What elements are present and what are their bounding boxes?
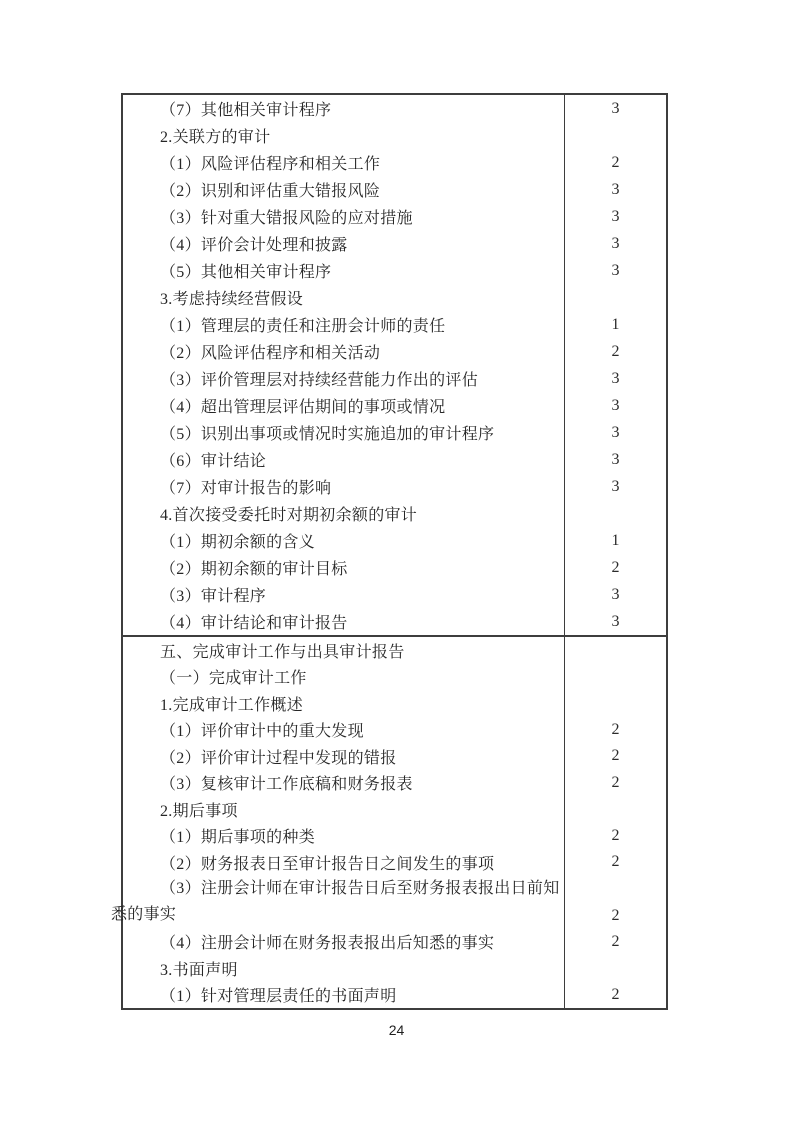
- topic-text: （2）财务报表日至审计报告日之间发生的事项: [160, 855, 495, 873]
- level-cell: [565, 149, 666, 176]
- table-row: [123, 664, 666, 691]
- topic-text: （2）期初余额的审计目标: [160, 561, 348, 578]
- table-row: [123, 203, 666, 230]
- topic-text: （一）完成审计工作: [160, 670, 307, 688]
- topic-cell: [123, 849, 565, 876]
- table-row: [123, 554, 666, 581]
- table-row: [123, 581, 666, 608]
- topic-cell: [123, 419, 565, 446]
- level-value: 2: [611, 342, 620, 360]
- level-value: 3: [611, 477, 620, 495]
- topic-cell: [123, 500, 565, 527]
- topic-cell: [123, 257, 565, 284]
- topic-text: （2）评价审计过程中发现的错报: [160, 749, 397, 767]
- table-row: [123, 500, 666, 527]
- level-value: 3: [611, 99, 620, 117]
- topic-text: （4）超出管理层评估期间的事项或情况: [160, 399, 446, 416]
- topic-text: （1）风险评估程序和相关工作: [160, 156, 381, 173]
- level-value: 1: [611, 531, 620, 549]
- table-row: [123, 95, 666, 122]
- table-row: [123, 849, 666, 876]
- level-cell: [565, 743, 666, 770]
- topic-text: （1）管理层的责任和注册会计师的责任: [160, 318, 446, 335]
- topic-text: （5）其他相关审计程序: [160, 264, 332, 281]
- table-row: [123, 338, 666, 365]
- topic-text: 4.首次接受委托时对期初余额的审计: [160, 507, 418, 524]
- level-cell: [565, 823, 666, 850]
- topic-cell: [123, 929, 565, 956]
- table-row: [123, 717, 666, 744]
- level-value: 2: [611, 720, 620, 738]
- table-row: [123, 473, 666, 500]
- level-value: 3: [611, 450, 620, 468]
- table-row: [123, 608, 666, 635]
- topic-text: （3）评价管理层对持续经营能力作出的评估: [160, 372, 479, 389]
- table-section-lower: [111, 637, 666, 1008]
- level-cell: [565, 770, 666, 797]
- level-cell: [565, 338, 666, 365]
- level-cell: [565, 637, 666, 664]
- level-cell: [565, 230, 666, 257]
- level-cell: [565, 419, 666, 446]
- table-row: [123, 149, 666, 176]
- topic-cell: [123, 95, 565, 122]
- level-cell: [565, 608, 666, 635]
- level-value: 2: [611, 906, 620, 924]
- level-cell: [565, 365, 666, 392]
- topic-cell: [123, 717, 565, 744]
- table-row: [123, 796, 666, 823]
- topic-cell: [123, 122, 565, 149]
- level-cell: [565, 95, 666, 122]
- topic-text: 3.考虑持续经营假设: [160, 291, 304, 308]
- topic-cell: [123, 284, 565, 311]
- level-cell: [565, 581, 666, 608]
- topic-text: （1）期后事项的种类: [160, 829, 316, 847]
- topic-cell: [123, 446, 565, 473]
- level-cell: [565, 554, 666, 581]
- level-value: 2: [611, 853, 620, 871]
- level-value: 3: [611, 612, 620, 630]
- topic-cell: [123, 690, 565, 717]
- level-cell: [565, 849, 666, 876]
- table-row: [123, 257, 666, 284]
- audit-syllabus-table: [111, 93, 668, 1010]
- topic-text: 1.完成审计工作概述: [160, 696, 304, 714]
- topic-text: 3.书面声明: [160, 961, 238, 979]
- level-cell: [565, 176, 666, 203]
- table-row: [123, 770, 666, 797]
- level-value: 2: [611, 985, 620, 1003]
- topic-cell: [123, 203, 565, 230]
- table-row: [123, 122, 666, 149]
- table-row: [123, 176, 666, 203]
- topic-text: （3）针对重大错报风险的应对措施: [160, 210, 413, 227]
- topic-text: （2）风险评估程序和相关活动: [160, 345, 381, 362]
- topic-cell: [123, 311, 565, 338]
- level-cell: [565, 929, 666, 956]
- table-row: [123, 955, 666, 982]
- topic-text: （4）审计结论和审计报告: [160, 615, 348, 632]
- level-cell: [565, 392, 666, 419]
- level-value: 3: [611, 396, 620, 414]
- table-row: [123, 392, 666, 419]
- topic-cell: [123, 823, 565, 850]
- topic-cell: [123, 955, 565, 982]
- level-cell: [565, 203, 666, 230]
- table-row: [123, 743, 666, 770]
- topic-text: （1）针对管理层责任的书面声明: [160, 988, 397, 1006]
- table-row: [123, 230, 666, 257]
- table-row: [111, 876, 666, 929]
- table-row: [123, 637, 666, 664]
- page-number: 24: [388, 1022, 405, 1038]
- topic-text: （4）评价会计处理和披露: [160, 237, 348, 254]
- level-cell: [565, 982, 666, 1009]
- level-cell: [565, 796, 666, 823]
- topic-text: （1）期初余额的含义: [160, 534, 316, 551]
- level-value: 1: [611, 315, 620, 333]
- level-cell: [565, 284, 666, 311]
- level-value: 3: [611, 234, 620, 252]
- topic-text: （6）审计结论: [160, 453, 267, 470]
- table-row: [123, 823, 666, 850]
- topic-text: （7）其他相关审计程序: [160, 102, 332, 119]
- topic-cell: [123, 473, 565, 500]
- level-value: 2: [611, 773, 620, 791]
- table-row: [123, 284, 666, 311]
- level-value: 3: [611, 369, 620, 387]
- level-value: 3: [611, 207, 620, 225]
- topic-cell: [123, 608, 565, 635]
- level-cell: [565, 311, 666, 338]
- topic-cell: [123, 338, 565, 365]
- level-cell: [565, 122, 666, 149]
- topic-text: 2.期后事项: [160, 802, 238, 820]
- table-row: [123, 446, 666, 473]
- topic-cell: [123, 982, 565, 1009]
- table-row: [123, 982, 666, 1009]
- topic-text: （1）评价审计中的重大发现: [160, 723, 364, 741]
- level-value: 2: [611, 826, 620, 844]
- level-cell: [565, 955, 666, 982]
- topic-cell: [123, 664, 565, 691]
- level-cell: [565, 257, 666, 284]
- level-cell: [565, 690, 666, 717]
- topic-text: （7）对审计报告的影响: [160, 480, 332, 497]
- table-row: [123, 929, 666, 956]
- level-value: 3: [611, 180, 620, 198]
- topic-cell: [123, 392, 565, 419]
- topic-text: （3）注册会计师在审计报告日后至财务报表报出日前知悉的事实: [111, 879, 560, 923]
- topic-text: （3）审计程序: [160, 588, 267, 605]
- level-cell: [565, 446, 666, 473]
- level-cell: [565, 717, 666, 744]
- level-cell: [565, 876, 666, 929]
- table-section-upper: [123, 95, 666, 637]
- topic-cell: [111, 876, 565, 929]
- level-value: 3: [611, 261, 620, 279]
- table-row: [123, 527, 666, 554]
- topic-cell: [123, 230, 565, 257]
- level-value: 2: [611, 747, 620, 765]
- topic-cell: [123, 554, 565, 581]
- level-value: 3: [611, 585, 620, 603]
- table-row: [123, 311, 666, 338]
- topic-cell: [123, 527, 565, 554]
- table-row: [123, 690, 666, 717]
- topic-cell: [123, 581, 565, 608]
- table-row: [123, 365, 666, 392]
- topic-text: （4）注册会计师在财务报表报出后知悉的事实: [160, 935, 495, 953]
- topic-cell: [123, 149, 565, 176]
- level-value: 2: [611, 153, 620, 171]
- level-cell: [565, 664, 666, 691]
- topic-text: 2.关联方的审计: [160, 129, 271, 146]
- topic-cell: [123, 176, 565, 203]
- topic-cell: [123, 637, 565, 664]
- topic-text: （2）识别和评估重大错报风险: [160, 183, 381, 200]
- level-cell: [565, 500, 666, 527]
- level-value: 2: [611, 558, 620, 576]
- topic-text: （5）识别出事项或情况时实施追加的审计程序: [160, 426, 495, 443]
- topic-text: （3）复核审计工作底稿和财务报表: [160, 776, 413, 794]
- table-row: [123, 419, 666, 446]
- topic-text: 五、完成审计工作与出具审计报告: [160, 643, 405, 661]
- topic-cell: [123, 743, 565, 770]
- topic-cell: [123, 796, 565, 823]
- topic-cell: [123, 770, 565, 797]
- topic-cell: [123, 365, 565, 392]
- level-cell: [565, 473, 666, 500]
- level-value: 3: [611, 423, 620, 441]
- level-cell: [565, 527, 666, 554]
- level-value: 2: [611, 932, 620, 950]
